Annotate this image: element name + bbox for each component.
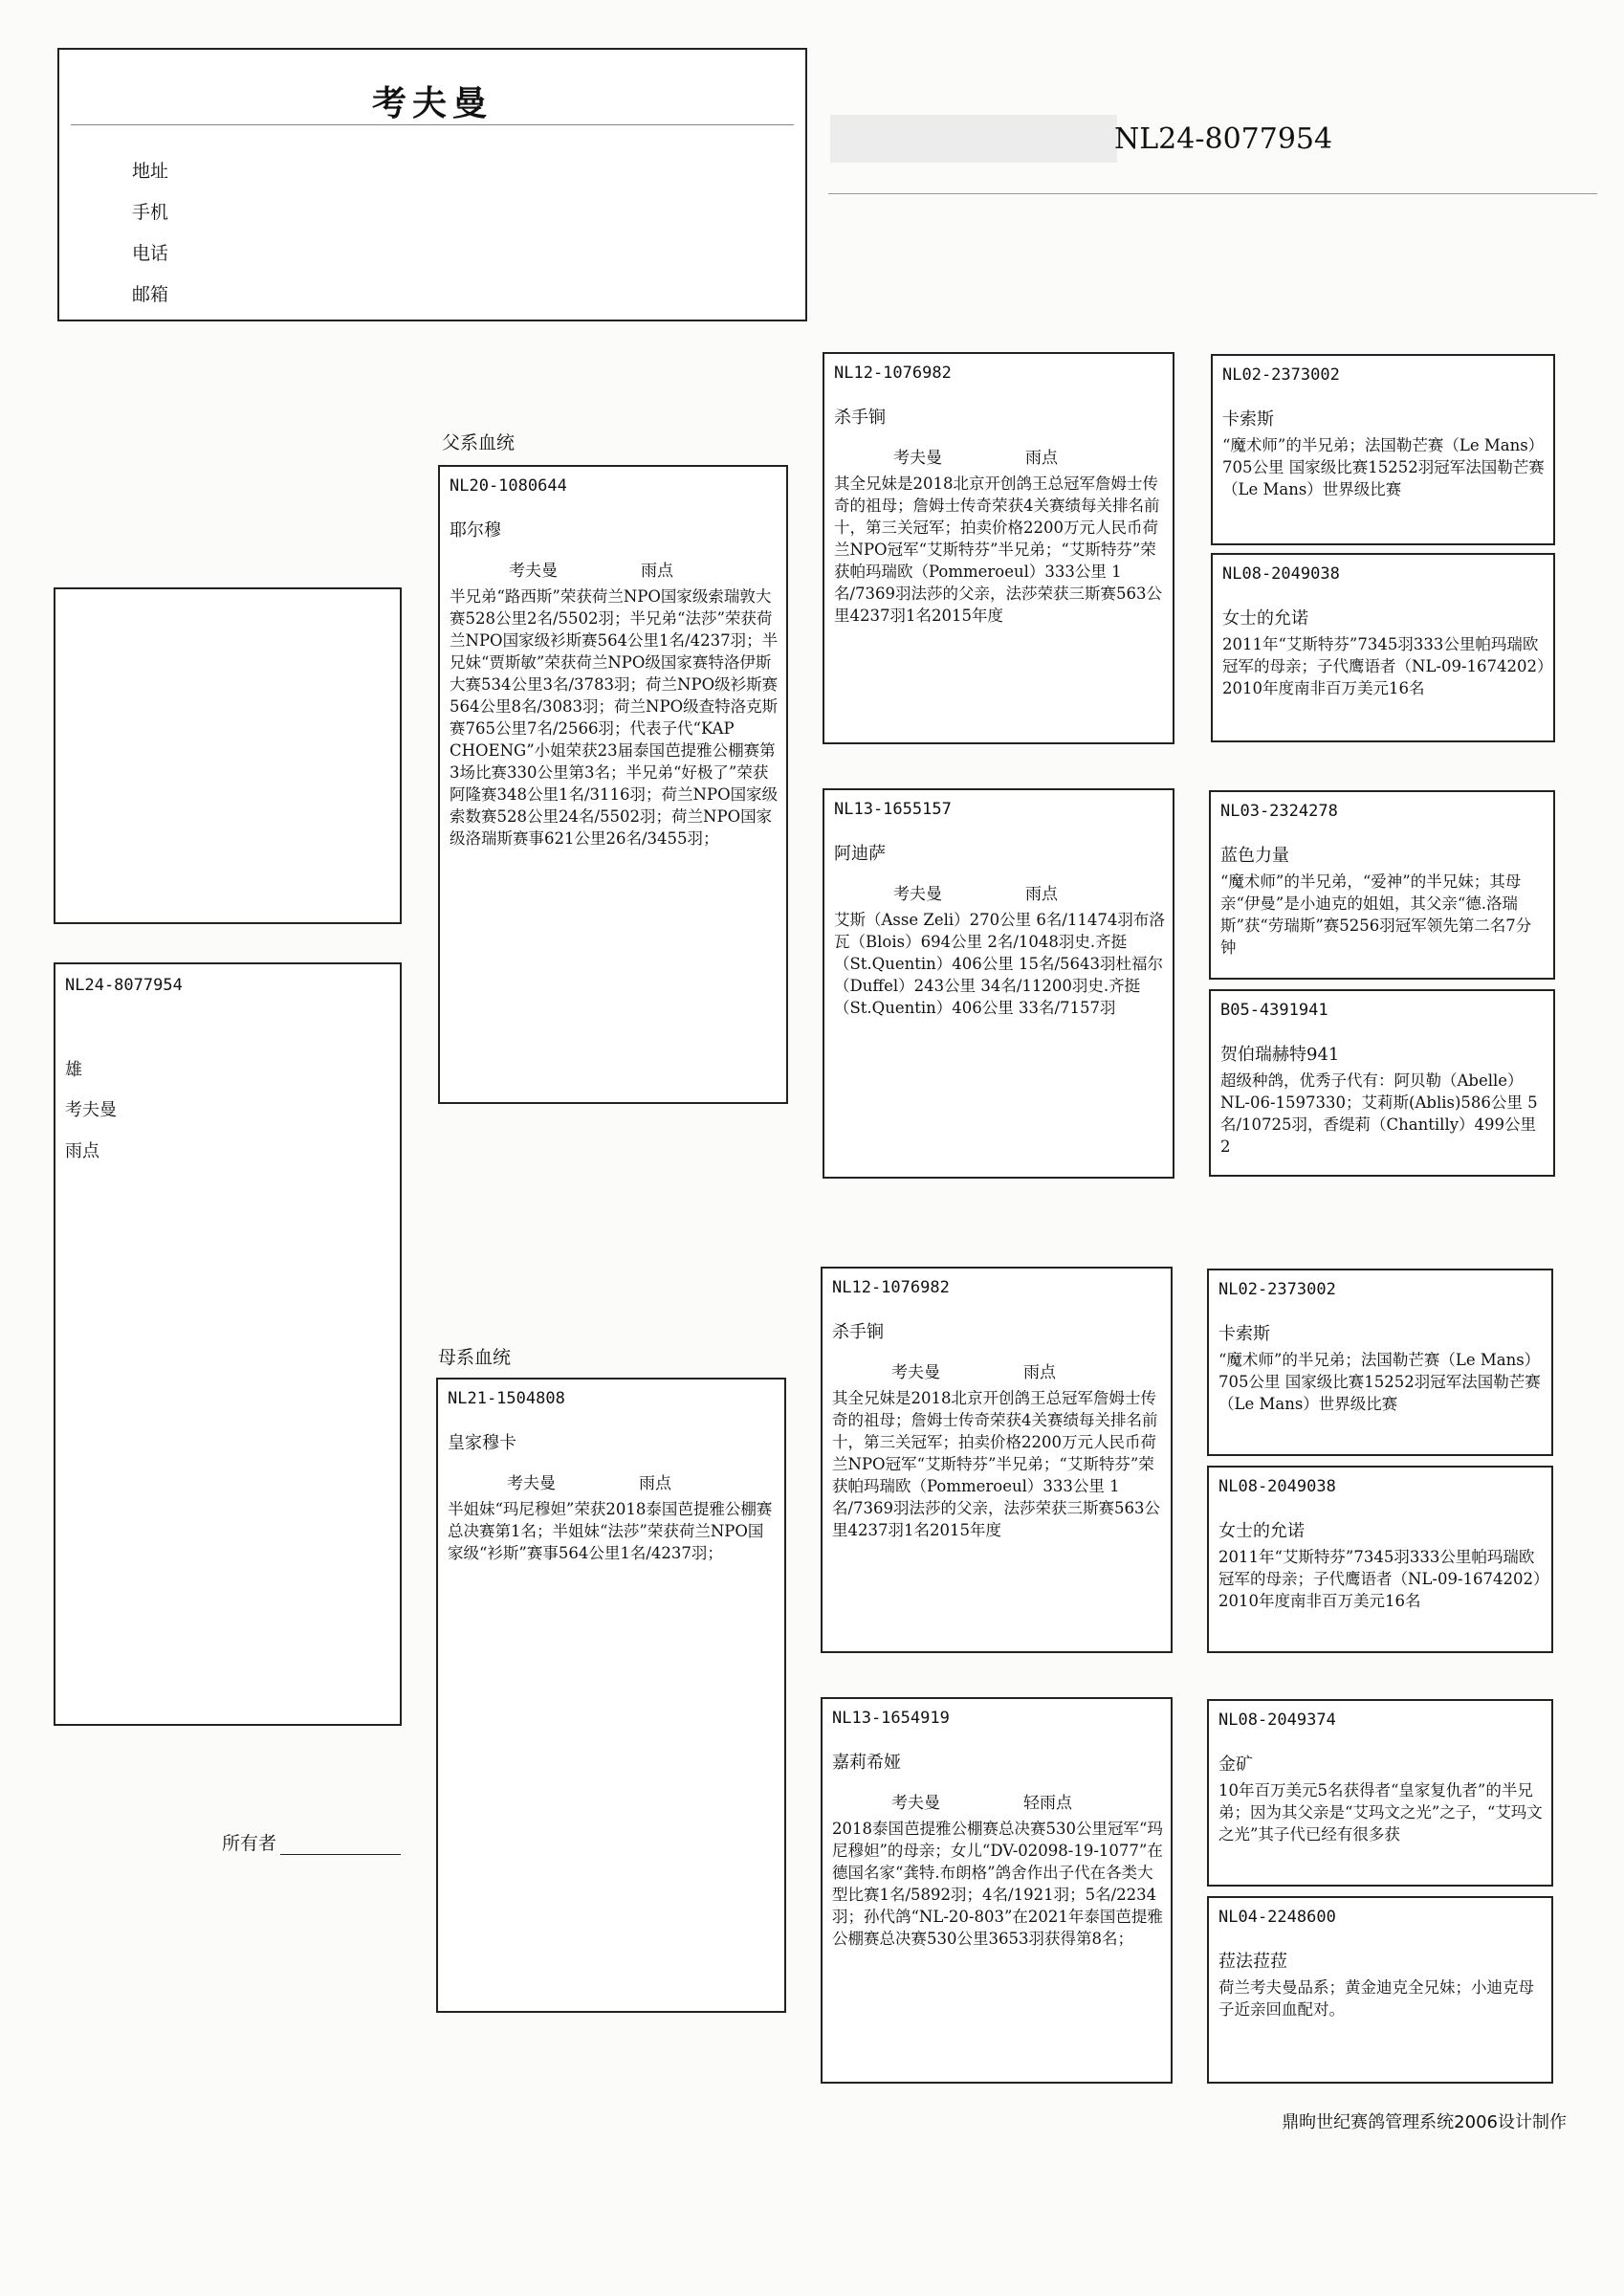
header-scan-shade <box>830 115 1117 163</box>
ggp-ring: NL04-2248600 <box>1218 1908 1336 1927</box>
ggp-name: 蓝色力量 <box>1220 846 1289 866</box>
owner-label: 所有者 <box>222 1833 277 1854</box>
dam-sire-breeder: 考夫曼 <box>891 1363 940 1382</box>
sire-dam-breeder: 考夫曼 <box>893 885 942 904</box>
dam-line-label: 母系血统 <box>438 1347 512 1368</box>
dam-sire-ring: NL12-1076982 <box>832 1278 950 1297</box>
ggp-ring: NL08-2049038 <box>1222 564 1340 584</box>
dam-sire-color: 雨点 <box>1023 1363 1056 1382</box>
ggp-ring: NL02-2373002 <box>1222 365 1340 385</box>
dam-description: 半姐妹“玛尼穆妲”荣获2018泰国芭提雅公棚赛总决赛第1名；半姐妹“法莎”荣获荷兰NPO国家级“衫斯”赛事564公里1名/4237羽； <box>448 1500 773 1562</box>
bird-breeder: 考夫曼 <box>65 1100 117 1120</box>
dam-sire-description: 其全兄妹是2018北京开创鸽王总冠军詹姆士传奇的祖母；詹姆士传奇荣获4关赛绩每关排名前十，第三关冠军；拍卖价格2200万元人民币荷兰NPO冠军“艾斯特芬”半兄弟；“艾斯特芬”荣获帕玛瑞欧（Pommeroeul）333公里 1名/7369羽法莎的父亲，法莎荣获三斯赛563公里4237羽1名2015年度 <box>832 1389 1161 1539</box>
ggp-ring: NL08-2049374 <box>1218 1711 1336 1730</box>
sire-sire-ring: NL12-1076982 <box>834 364 952 383</box>
sire-line-label: 父系血统 <box>442 432 516 453</box>
sire-sire-breeder: 考夫曼 <box>893 449 942 468</box>
ggp-description: “魔术师”的半兄弟；法国勒芒赛（Le Mans）705公里 国家级比赛15252羽冠军法国勒芒赛（Le Mans）世界级比赛 <box>1222 436 1545 498</box>
ggp-card <box>1207 1466 1553 1653</box>
dam-ring: NL21-1504808 <box>448 1389 565 1408</box>
mobile-label: 手机 <box>132 202 169 223</box>
owner-signature <box>222 1829 401 1855</box>
ggp-ring: NL02-2373002 <box>1218 1280 1336 1299</box>
dam-dam-card <box>821 1697 1173 2084</box>
owner-signature-line <box>280 1837 401 1855</box>
dam-dam-name: 嘉莉希娅 <box>832 1753 901 1773</box>
owner-info-box <box>57 48 807 321</box>
sire-color: 雨点 <box>641 562 673 581</box>
sire-dam-color: 雨点 <box>1025 885 1058 904</box>
ggp-card <box>1209 989 1555 1177</box>
ggp-description: “魔术师”的半兄弟，“爱神”的半兄妹；其母亲“伊曼”是小迪克的姐姐，其父亲“德.洛瑞斯”获“劳瑞斯”赛5256羽冠军领先第二名7分钟 <box>1220 872 1532 957</box>
dam-dam-ring: NL13-1654919 <box>832 1709 950 1728</box>
ggp-card <box>1209 790 1555 980</box>
dam-dam-description: 2018泰国芭提雅公棚赛总决赛530公里冠军“玛尼穆妲”的母亲；女儿“DV-02098-19-1077”在德国名家“龚特.布朗格”鸽舍作出子代在各类大型比赛1名/5892羽；4名/1921羽；5名/2234羽；孙代鸽“NL-20-803”在2021年泰国芭提雅公棚赛总决赛530公里3653羽获得第8名； <box>832 1820 1163 1948</box>
ggp-card <box>1211 354 1555 545</box>
ggp-description: 2011年“艾斯特芬”7345羽333公里帕玛瑞欧冠军的母亲；子代鹰语者（NL-09-1674202）2010年度南非百万美元16名 <box>1218 1548 1542 1610</box>
email-label: 邮箱 <box>132 284 169 305</box>
sire-description: 半兄弟“路西斯”荣获荷兰NPO国家级索瑞敦大赛528公里2名/5502羽；半兄弟“法莎”荣获荷兰NPO国家级衫斯赛564公里1名/4237羽；半兄妹“贾斯敏”荣获荷兰NPO级国家赛特洛伊斯大赛534公里3名/3783羽；荷兰NPO级衫斯赛564公里8名/3083羽；荷兰NPO级查特洛克斯赛765公里7名/2566羽；代表子代“KAP CHOENG”小姐荣获23届泰国芭提雅公棚赛第3场比赛330公里第3名；半兄弟“好极了”荣获阿隆赛348公里1名/3116羽；荷兰NPO国家级索数赛528公里24名/5502羽；荷兰NPO国家级洛瑞斯赛事621公里26名/3455羽； <box>450 587 779 848</box>
dam-card <box>436 1378 786 2013</box>
dam-dam-breeder: 考夫曼 <box>891 1794 940 1813</box>
bird-sex: 雄 <box>65 1060 82 1080</box>
ggp-description: 10年百万美元5名获得者“皇家复仇者”的半兄弟；因为其父亲是“艾玛文之光”之子，“艾玛文之光”其子代已经有很多获 <box>1218 1781 1543 1843</box>
ggp-card <box>1207 1896 1553 2084</box>
ggp-name: 金矿 <box>1218 1755 1253 1775</box>
dam-breeder: 考夫曼 <box>507 1474 556 1493</box>
sire-dam-description: 艾斯（Asse Zeli）270公里 6名/11474羽布洛瓦（Blois）694公里 2名/1048羽史.齐挺（St.Quentin）406公里 15名/5643羽杜福尔（Duffel）243公里 34名/11200羽史.齐挺（St.Quentin）406公里 33名/7157羽 <box>834 911 1165 1017</box>
ggp-name: 卡索斯 <box>1222 409 1274 430</box>
sire-card <box>438 465 788 1104</box>
ggp-description: 2011年“艾斯特芬”7345羽333公里帕玛瑞欧冠军的母亲；子代鹰语者（NL-09-1674202）2010年度南非百万美元16名 <box>1222 635 1546 697</box>
ggp-ring: B05-4391941 <box>1220 1001 1328 1020</box>
owner-title: 考夫曼 <box>371 83 493 123</box>
sire-dam-card <box>823 788 1174 1179</box>
sire-name: 耶尔穆 <box>450 520 501 541</box>
ggp-name: 女士的允诺 <box>1222 608 1308 629</box>
sire-dam-name: 阿迪萨 <box>834 844 886 864</box>
photo-box <box>54 587 402 924</box>
ggp-card <box>1207 1699 1553 1887</box>
ggp-card <box>1207 1269 1553 1456</box>
ggp-card <box>1211 553 1555 742</box>
ggp-description: “魔术师”的半兄弟；法国勒芒赛（Le Mans）705公里 国家级比赛15252羽冠军法国勒芒赛（Le Mans）世界级比赛 <box>1218 1351 1541 1413</box>
sire-dam-ring: NL13-1655157 <box>834 800 952 819</box>
ggp-name: 菈法菈菈 <box>1218 1952 1287 1972</box>
sire-sire-card <box>823 352 1174 744</box>
dam-color: 雨点 <box>639 1474 671 1493</box>
bird-box <box>54 962 402 1726</box>
ggp-ring: NL08-2049038 <box>1218 1477 1336 1496</box>
phone-label: 电话 <box>132 243 169 264</box>
ggp-name: 卡索斯 <box>1218 1324 1270 1344</box>
sire-ring: NL20-1080644 <box>450 476 567 496</box>
sire-breeder: 考夫曼 <box>509 562 558 581</box>
dam-dam-color: 轻雨点 <box>1023 1794 1072 1813</box>
bird-color: 雨点 <box>65 1141 99 1161</box>
ggp-description: 荷兰考夫曼品系；黄金迪克全兄妹；小迪克母子近亲回血配对。 <box>1218 1978 1534 2019</box>
address-label: 地址 <box>132 161 169 182</box>
ggp-description: 超级种鸽，优秀子代有：阿贝勒（Abelle）NL-06-1597330；艾莉斯(Ablis)586公里 5名/10725羽，香缇莉（Chantilly）499公里 2 <box>1220 1071 1538 1156</box>
ggp-name: 女士的允诺 <box>1218 1521 1305 1541</box>
dam-name: 皇家穆卡 <box>448 1433 516 1453</box>
pedigree-ring-number: NL24-8077954 <box>1114 122 1333 156</box>
sire-sire-description: 其全兄妹是2018北京开创鸽王总冠军詹姆士传奇的祖母；詹姆士传奇荣获4关赛绩每关排名前十，第三关冠军；拍卖价格2200万元人民币荷兰NPO冠军“艾斯特芬”半兄弟；“艾斯特芬”荣获帕玛瑞欧（Pommeroeul）333公里 1名/7369羽法莎的父亲，法莎荣获三斯赛563公里4237羽1名2015年度 <box>834 475 1163 625</box>
sire-sire-color: 雨点 <box>1025 449 1058 468</box>
footer-credit: 鼎昫世纪赛鸽管理系统2006设计制作 <box>1282 2112 1567 2132</box>
ggp-name: 贺伯瑞赫特941 <box>1220 1045 1340 1065</box>
bird-ring: NL24-8077954 <box>65 976 183 995</box>
header-divider <box>828 193 1597 194</box>
ggp-ring: NL03-2324278 <box>1220 802 1338 821</box>
divider <box>71 124 794 125</box>
dam-sire-card <box>821 1267 1173 1653</box>
sire-sire-name: 杀手锏 <box>834 408 886 428</box>
dam-sire-name: 杀手锏 <box>832 1322 884 1342</box>
